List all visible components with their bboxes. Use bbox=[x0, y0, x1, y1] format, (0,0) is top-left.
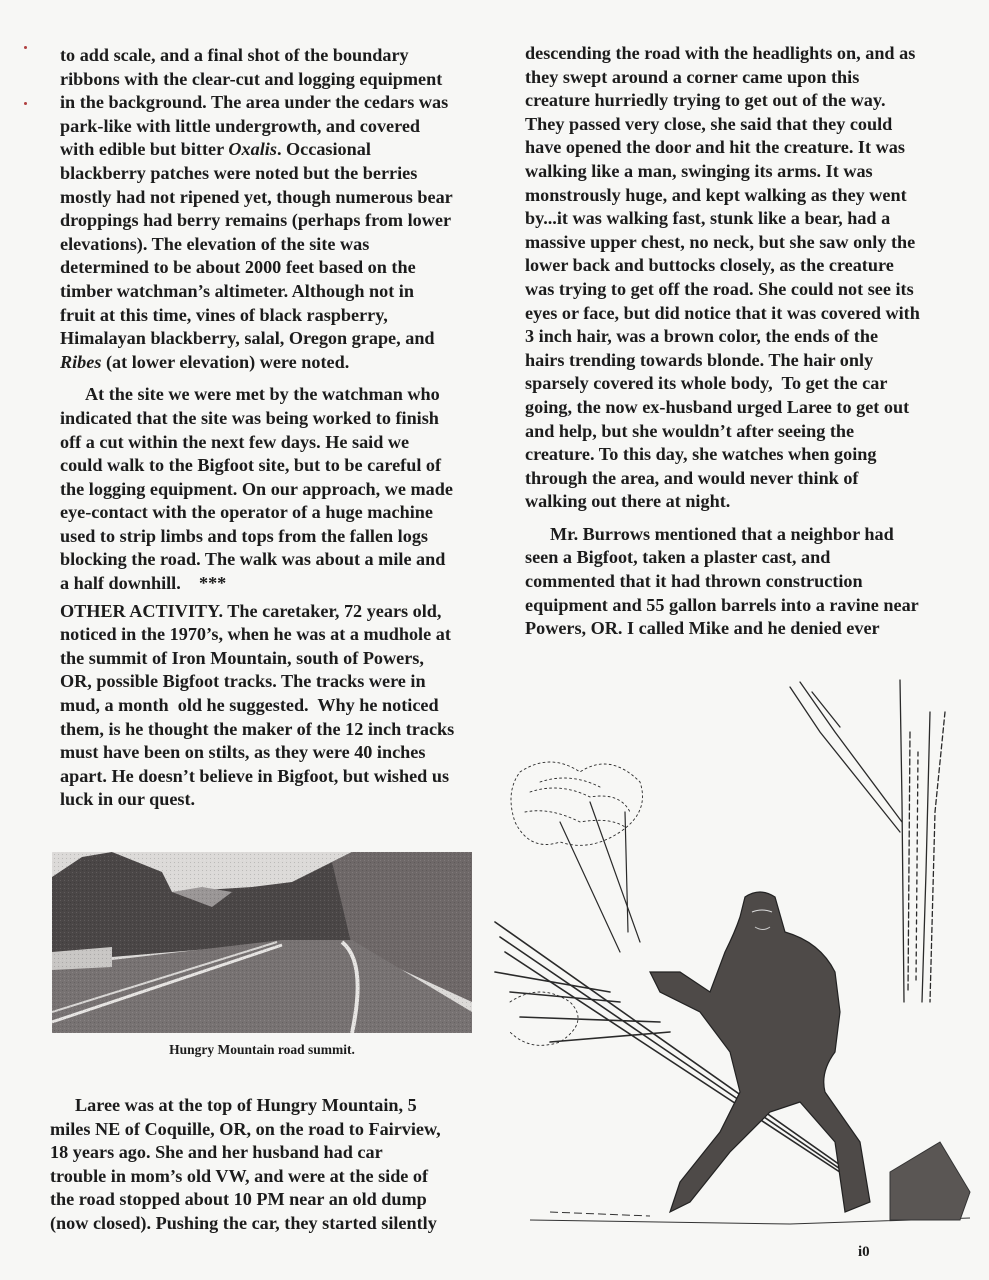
scan-speck bbox=[24, 102, 27, 105]
paragraph-creature-encounter: descending the road with the headlights on, and as they swept around a corner came upon this creature hurriedly trying to get out of the way. They passed very close, she said that they could have opened the door and hit the creature. It was walking like a man, swinging its arms. It was monstrously huge, and kept walking as they went by...it was walking fast, stunk like a bear, had a massive upper chest, no neck, but she saw only the lower back and buttocks closely, as the creature was trying to get off the road. She could not see its eyes or face, but did notice that it was covered with 3 inch hair, was a brown color, the ends of the hairs trending towards blonde. The hair only sparsely covered its whole body, To get the car going, the now ex-husband urged Laree to get out and help, but she wouldn’t after seeing the creature. To this day, she watches when going through the area, and would never think of walking out there at night. bbox=[525, 43, 920, 512]
foliage bbox=[510, 762, 643, 1045]
bigfoot-sketch-graphic bbox=[490, 672, 980, 1230]
scan-speck bbox=[24, 46, 27, 49]
species-oxalis: Oxalis bbox=[228, 139, 277, 160]
paragraph-burrows: Mr. Burrows mentioned that a neighbor had seen a Bigfoot, taken a plaster cast, and commented that it had thrown construction equipment and 55 gallon barrels into a ravine near Powers, OR. I called Mike and he denied ever bbox=[525, 523, 919, 639]
right-column bbox=[525, 43, 975, 641]
bigfoot-sketch bbox=[490, 672, 980, 1230]
paragraph-laree: Laree was at the top of Hungry Mountain, 5 miles NE of Coquille, OR, on the road to Fairview, 18 years ago. She and her husband had car trouble in mom’s old VW, and were at the side of the road stopped about 10 PM near an old dump (now closed). Pushing the car, they started silently bbox=[50, 1095, 441, 1233]
page-number: i0 bbox=[858, 1244, 870, 1260]
paragraph-site-description: to add scale, and a final shot of the boundary ribbons with the clear-cut and logging equipment in the background. The area under the cedars was park-like with little undergrowth, and covered with edible but bitter Oxalis. Occasional blackberry patches were noted but the berries mostly had not ripened yet, though numerous bear droppings had berry remains (perhaps from lower elevations). The elevation of the site was determined to be about 2000 feet based on the timber watchman’s altimeter. Although not in fruit at this time, vines of black raspberry, Himalayan blackberry, salal, Oregon grape, and Ribes (at lower elevation) were noted. bbox=[60, 45, 453, 372]
paragraph-other-activity: OTHER ACTIVITY. The caretaker, 72 years old, noticed in the 1970’s, when he was at a mudhole at the summit of Iron Mountain, south of Powers, OR, possible Bigfoot tracks. The tracks were in mud, a month old he suggested. Why he noticed them, is he thought the maker of the 12 inch tracks must have been on stilts, as they were 40 inches apart. He doesn’t believe in Bigfoot, but wished us luck in our quest. bbox=[60, 600, 455, 810]
road-photo-graphic bbox=[52, 852, 472, 1033]
creature-body bbox=[650, 892, 870, 1212]
photo-caption: Hungry Mountain road summit. bbox=[169, 1042, 355, 1057]
left-column bbox=[60, 44, 500, 812]
paragraph-watchman: At the site we were met by the watchman who indicated that the site was being worked to finish off a cut within the next few days. He said we could walk to the Bigfoot site, but to be careful of the logging equipment. On our approach, we made eye-contact with the operator of a huge machine used to strip limbs and tops from the fallen logs blocking the road. The walk was about a mile and a half downhill. *** bbox=[60, 384, 453, 594]
ground bbox=[530, 1142, 970, 1224]
left-column-bottom bbox=[50, 1094, 490, 1236]
species-ribes: Ribes bbox=[60, 351, 102, 372]
branch-stems bbox=[560, 802, 640, 952]
road-summit-photo bbox=[52, 852, 472, 1033]
